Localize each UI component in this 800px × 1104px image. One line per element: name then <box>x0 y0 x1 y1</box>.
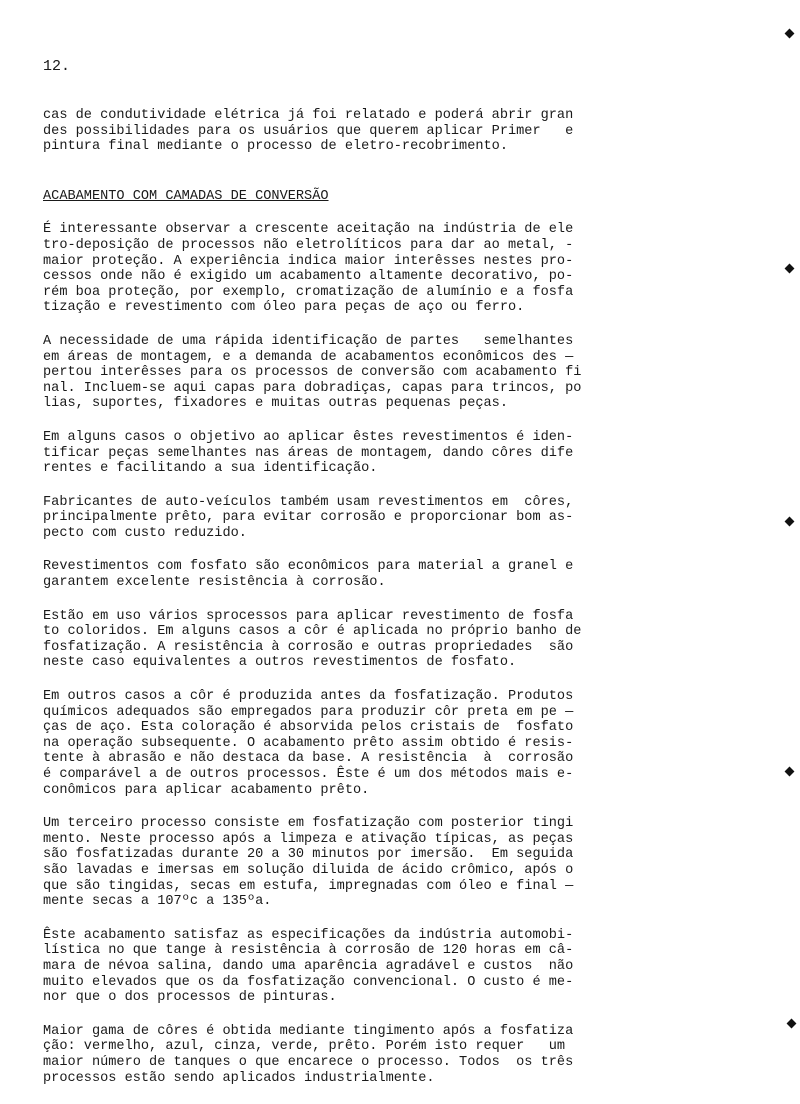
paragraph <box>43 559 733 590</box>
text-line: fosfatização. A resistência à corrosão e outras propriedades são <box>43 639 574 655</box>
body-text <box>43 108 733 1104</box>
text-line: to coloridos. Em alguns casos a côr é aplicada no próprio banho de <box>43 624 582 640</box>
punch-mark <box>787 1019 797 1029</box>
text-line: lística no que tange à resistência à corrosão de 120 horas em câ- <box>43 943 574 959</box>
text-line: rém boa proteção, por exemplo, cromatização de alumínio e a fosfa <box>43 284 574 300</box>
text-line: neste caso equivalentes a outros revestimentos de fosfato. <box>43 655 517 671</box>
punch-mark <box>785 264 795 274</box>
text-line: em áreas de montagem, e a demanda de acabamentos econômicos des — <box>43 349 574 365</box>
paragraph <box>43 222 733 316</box>
paragraph <box>43 689 733 798</box>
text-line: mara de névoa salina, dando uma aparência agradável e custos não <box>43 958 574 974</box>
paragraph <box>43 495 733 542</box>
text-line: des possibilidades para os usuários que querem aplicar Primer e <box>43 123 574 139</box>
text-line: garantem excelente resistência à corrosão. <box>43 575 386 591</box>
text-line: cessos onde não é exigido um acabamento altamente decorativo, po- <box>43 269 574 285</box>
text-line: Fabricantes de auto-veículos também usam revestimentos em côres, <box>43 494 574 510</box>
paragraph <box>43 928 733 1006</box>
text-line: Em alguns casos o objetivo ao aplicar êstes revestimentos é iden- <box>43 429 574 445</box>
text-line: Maior gama de côres é obtida mediante tingimento após a fosfatiza <box>43 1023 574 1039</box>
paragraph-continuation <box>43 108 733 155</box>
text-line: tificar peças semelhantes nas áreas de montagem, dando côres dife <box>43 445 574 461</box>
text-line: nal. Incluem-se aqui capas para dobradiças, capas para trincos, po <box>43 380 582 396</box>
text-line: maior número de tanques o que encarece o processo. Todos os três <box>43 1054 574 1070</box>
text-line: principalmente prêto, para evitar corrosão e proporcionar bom as- <box>43 510 574 526</box>
text-line: maior proteção. A experiência indica maior interêsses nestes pro- <box>43 253 574 269</box>
text-line: ção: vermelho, azul, cinza, verde, prêto. Porém isto requer um <box>43 1039 566 1055</box>
text-line: são lavadas e imersas em solução diluida de ácido crômico, após o <box>43 862 574 878</box>
text-line: rentes e facilitando a sua identificação. <box>43 461 378 477</box>
text-line: Estão em uso vários sprocessos para aplicar revestimento de fosfa <box>43 608 574 624</box>
text-line: mento. Neste processo após a limpeza e ativação típicas, as peças <box>43 831 574 847</box>
punch-mark <box>785 767 795 777</box>
text-line: pecto com custo reduzido. <box>43 525 247 541</box>
page-number: 12. <box>43 58 71 75</box>
text-line: Em outros casos a côr é produzida antes da fosfatização. Produtos <box>43 689 574 705</box>
text-line: na operação subsequente. O acabamento prêto assim obtido é resis- <box>43 735 574 751</box>
text-line: mente secas a 107ºc a 135ºa. <box>43 894 272 910</box>
text-line: É interessante observar a crescente aceitação na indústria de ele <box>43 222 574 238</box>
paragraph <box>43 816 733 910</box>
punch-mark <box>785 517 795 527</box>
text-line: tente à abrasão e não destaca da base. A resistência à corrosão <box>43 751 574 767</box>
text-line: lias, suportes, fixadores e muitas outras pequenas peças. <box>43 396 508 412</box>
paragraph <box>43 1024 733 1086</box>
text-line: cas de condutividade elétrica já foi relatado e poderá abrir gran <box>43 108 574 123</box>
text-line: químicos adequados são empregados para produzir côr preta em pe — <box>43 704 574 720</box>
paragraph <box>43 609 733 671</box>
text-line: Revestimentos com fosfato são econômicos para material a granel e <box>43 559 574 575</box>
text-line: tização e revestimento com óleo para peças de aço ou ferro. <box>43 300 525 316</box>
section-heading: ACABAMENTO COM CAMADAS DE CONVERSÃO <box>43 188 329 204</box>
text-line: Um terceiro processo consiste em fosfatização com posterior tingi <box>43 816 574 832</box>
text-line: pintura final mediante o processo de eletro-recobrimento. <box>43 139 508 155</box>
text-line: processos estão sendo aplicados industrialmente. <box>43 1070 435 1086</box>
paragraph <box>43 334 733 412</box>
text-line: Êste acabamento satisfaz as especificações da indústria automobi- <box>43 927 574 943</box>
paragraph <box>43 430 733 477</box>
text-line: A necessidade de uma rápida identificação de partes semelhantes <box>43 333 574 349</box>
text-line: nor que o dos processos de pinturas. <box>43 990 337 1006</box>
text-line: que são tingidas, secas em estufa, impregnadas com óleo e final — <box>43 878 574 894</box>
text-line: tro-deposição de processos não eletrolíticos para dar ao metal, - <box>43 237 574 253</box>
text-line: muito elevados que os da fosfatização convencional. O custo é me- <box>43 974 574 990</box>
punch-mark <box>785 29 795 39</box>
text-line: é comparável a de outros processos. Êste é um dos métodos mais e- <box>43 767 574 782</box>
text-line: são fosfatizadas durante 20 a 30 minutos por imersão. Em seguida <box>43 847 574 863</box>
text-line: ças de aço. Esta coloração é absorvida pelos cristais de fosfato <box>43 720 574 736</box>
text-line: conômicos para aplicar acabamento prêto. <box>43 782 370 798</box>
text-line: pertou interêsses para os processos de conversão com acabamento fi <box>43 365 582 381</box>
